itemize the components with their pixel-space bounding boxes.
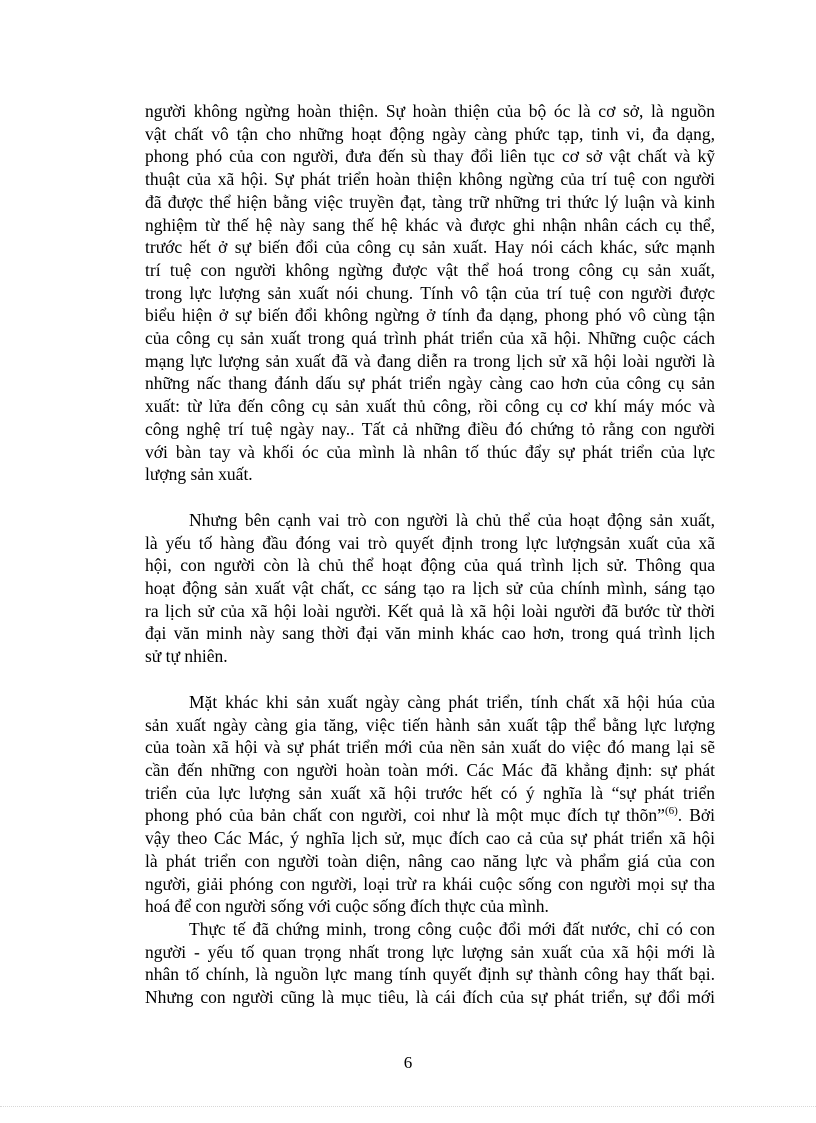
text-line: đại văn minh này sang thời đại văn minh khác cao hơn, trong quá trình lịch (145, 623, 715, 644)
text-line: Nhưng con người cũng là mục tiêu, là cái đích của sự phát triển, sự đổi mới (145, 987, 715, 1008)
text-line: nhân tố chính, là nguồn lực mang tính quyết định sự thành công hay thất bại. (145, 964, 715, 985)
text-line: công nghệ trí tuệ ngày nay.. Tất cả những điều đó chứng tỏ rằng con người (145, 418, 715, 439)
text-line: xuất: từ lửa đến công cụ sản xuất thủ công, rồi công cụ cơ khí máy móc và (145, 396, 715, 417)
text-line: sản xuất ngày càng gia tăng, việc tiến hành sản xuất tập thể bằng lực lượng (145, 714, 715, 735)
text-line: vậy theo Các Mác, ý nghĩa lịch sử, mục đích cao cả của sự phát triển xã hội (145, 828, 715, 849)
paragraph-gap (145, 486, 715, 509)
text-line: lượng sản xuất. (145, 464, 253, 485)
text-line: của công cụ sản xuất trong quá trình phát triển của xã hội. Những cuộc cách (145, 328, 715, 349)
page-bottom-divider (0, 1106, 816, 1107)
text-line: phong phó của con người, đưa đến sù thay đổi liên tục cơ sở vật chất và kỹ (145, 146, 715, 167)
text-line: là phát triển con người toàn diện, nâng cao năng lực và phẩm giá của con (145, 850, 715, 871)
text-line: nghiệm từ thế hệ này sang thế hệ khác và được ghi nhận nhân cách cụ thể, (145, 214, 715, 235)
text-line: Thực tế đã chứng minh, trong công cuộc đổi mới đất nước, chỉ có con (189, 918, 715, 939)
text-line: sử tự nhiên. (145, 646, 228, 667)
text-line: Nhưng bên cạnh vai trò con người là chủ thể của hoạt động sản xuất, (189, 509, 715, 530)
text-line: là yếu tố hàng đầu đóng vai trò quyết định trong lực lượngsản xuất của xã (145, 532, 715, 553)
text-line: với bàn tay và khối óc của mình là nhân tố thúc đẩy sự phát triển của lực (145, 441, 715, 462)
text-segment: . Bởi (677, 805, 715, 826)
text-line: của toàn xã hội và sự phát triển mới của nền sản xuất do việc đó mang lại sẽ (145, 737, 715, 758)
text-line (145, 804, 715, 827)
text-line: những nấc thang đánh dấu sự phát triển ngày càng cao hơn của công cụ sản (145, 373, 715, 394)
text-line: người, giải phóng con người, loại trừ ra khái cuộc sống con người mọi sự tha (145, 873, 715, 894)
text-line: đã được thể hiện bằng việc truyền đạt, tàng trữ những tri thức lý luận và kinh (145, 191, 715, 212)
text-line: trước hết ở sự biến đổi của công cụ sản xuất. Hay nói cách khác, sức mạnh (145, 237, 715, 258)
text-line: ra lịch sử của xã hội loài người. Kết quả là xã hội loài người đã bước từ thời (145, 600, 715, 621)
text-line: hội, con người còn là chủ thể hoạt động của quá trình lịch sử. Thông qua (145, 555, 715, 576)
text-line: người - yếu tố quan trọng nhất trong lực lượng sản xuất của xã hội mới là (145, 941, 715, 962)
paragraph-2 (145, 509, 715, 668)
paragraph-gap (145, 668, 715, 691)
paragraph-4 (145, 918, 715, 1009)
text-line: trí tuệ con người không ngừng được vật thể hoá trong công cụ sản xuất, (145, 259, 715, 280)
text-line: vật chất vô tận cho những hoạt động ngày càng phức tạp, tinh vi, đa dạng, (145, 123, 715, 144)
text-line: triển của lực lượng sản xuất xã hội trước hết có ý nghĩa là “sự phát triển (145, 782, 715, 803)
page-number: 6 (403, 1053, 413, 1072)
paragraph-1 (145, 100, 715, 486)
text-line: mạng lực lượng sản xuất đã và đang diễn ra trong lịch sử xã hội loài người là (145, 350, 715, 371)
text-line: Mặt khác khi sản xuất ngày càng phát triển, tính chất xã hội húa của (189, 691, 715, 712)
footnote-reference: (6) (664, 805, 678, 818)
text-segment: phong phó của bản chất con người, coi như là một mục đích tự thõn” (145, 805, 665, 826)
text-line: người không ngừng hoàn thiện. Sự hoàn thiện của bộ óc là cơ sở, là nguồn (145, 101, 715, 121)
text-line: trong lực lượng sản xuất nói chung. Tính vô tận của trí tuệ con người được (145, 282, 715, 303)
text-line: hoá để con người sống với cuộc sống đích thực của mình. (145, 896, 549, 917)
document-body (145, 100, 715, 1009)
text-line: hoạt động sản xuất vật chất, cc sáng tạo ra lịch sử của chính mình, sáng tạo (145, 578, 715, 599)
text-line: thuật của xã hội. Sự phát triển hoàn thiện không ngừng của trí tuệ con người (145, 169, 715, 190)
text-line: cần đến những con người hoàn toàn mới. Các Mác đã khẳng định: sự phát (145, 759, 715, 780)
text-line: biểu hiện ở sự biến đổi không ngừng ở tính đa dạng, phong phó vô cùng tận (145, 305, 715, 326)
paragraph-3 (145, 691, 715, 918)
